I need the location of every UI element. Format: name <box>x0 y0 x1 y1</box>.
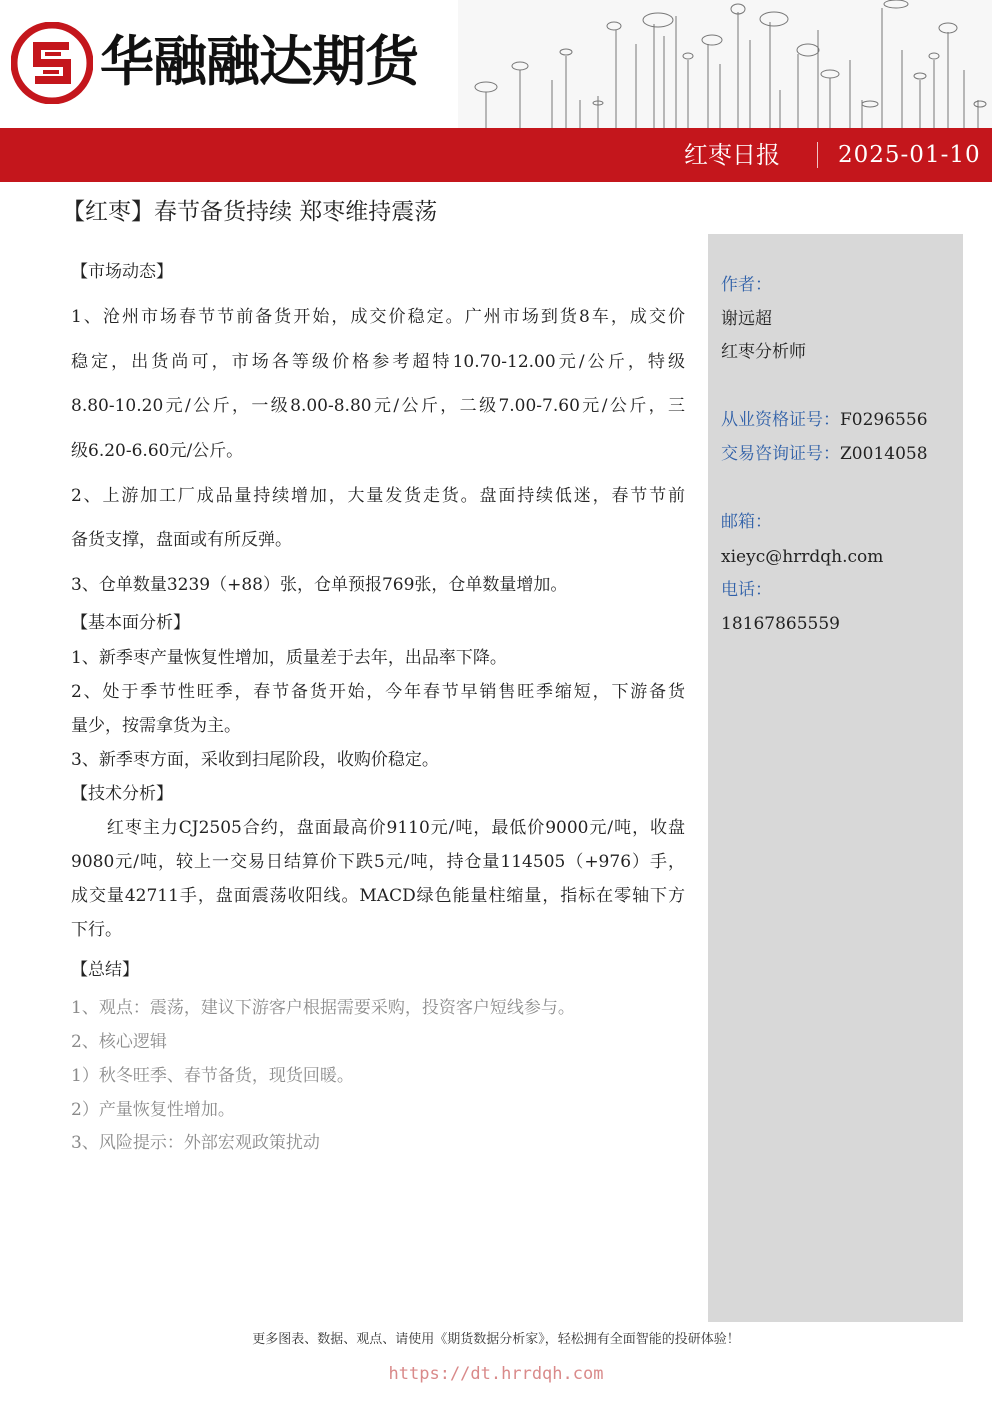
technical-line: 红枣主力CJ2505合约，盘面最高价9110元/吨，最低价9000元/吨，收盘 <box>71 818 685 838</box>
market-line: 稳定，出货尚可，市场各等级价格参考超特10.70-12.00元/公斤，特级 <box>71 352 685 372</box>
report-header <box>0 0 992 182</box>
footer-note: 更多图表、数据、观点、请使用《期货数据分析家》，轻松拥有全面智能的投研体验！ <box>252 1332 740 1347</box>
market-line: 2、上游加工厂成品量持续增加，大量发货走货。盘面持续低迷，春节节前 <box>71 486 685 506</box>
market-line: 1、沧州市场春节节前备货开始，成交价稳定。广州市场到货8车，成交价 <box>71 307 685 327</box>
fundamental-line: 3、新季枣方面，采收到扫尾阶段，收购价稳定。 <box>71 750 439 770</box>
email-value: xieyc@hrrdqh.com <box>721 547 884 567</box>
license-value: F0296556 <box>840 410 928 430</box>
section-title-fundamental: 【基本面分析】 <box>71 613 190 633</box>
market-line: 级6.20-6.60元/公斤。 <box>71 441 244 461</box>
section-title-market: 【市场动态】 <box>71 262 173 282</box>
footer-link[interactable]: https://dt.hrrdqh.com <box>388 1364 604 1384</box>
consult-value: Z0014058 <box>840 444 928 464</box>
report-name: 红枣日报 <box>684 141 780 169</box>
market-line: 备货支撑，盘面或有所反弹。 <box>71 530 292 550</box>
consult-row <box>721 442 928 466</box>
banner-divider <box>817 142 818 168</box>
license-label: 从业资格证号： <box>721 410 840 430</box>
market-line: 8.80-10.20元/公斤，一级8.00-8.80元/公斤，二级7.00-7.60元/公斤，三 <box>71 396 685 416</box>
email-label: 邮箱： <box>721 512 772 532</box>
fundamental-line: 量少，按需拿货为主。 <box>71 716 241 736</box>
report-headline: 【红枣】春节备货持续 郑枣维持震荡 <box>62 199 438 225</box>
market-line: 3、仓单数量3239（+88）张，仓单预报769张，仓单数量增加。 <box>71 575 568 595</box>
consult-label: 交易咨询证号： <box>721 444 840 464</box>
section-title-summary: 【总结】 <box>71 960 139 980</box>
technical-line: 成交量42711手，盘面震荡收阳线。MACD绿色能量柱缩量，指标在零轴下方 <box>71 886 685 906</box>
company-logo-icon <box>11 22 93 104</box>
summary-line: 1）秋冬旺季、春节备货，现货回暖。 <box>71 1066 354 1086</box>
phone-label: 电话： <box>721 580 772 600</box>
fundamental-line: 2、处于季节性旺季，春节备货开始，今年春节早销售旺季缩短，下游备货 <box>71 682 685 702</box>
section-title-technical: 【技术分析】 <box>71 784 173 804</box>
decorative-pattern <box>458 0 992 128</box>
author-name: 谢远超 <box>721 309 772 329</box>
summary-line: 1、观点：震荡，建议下游客户根据需要采购，投资客户短线参与。 <box>71 998 575 1018</box>
technical-line: 9080元/吨，较上一交易日结算价下跌5元/吨，持仓量114505（+976）手， <box>71 852 685 872</box>
fundamental-line: 1、新季枣产量恢复性增加，质量差于去年，出品率下降。 <box>71 648 507 668</box>
author-sidebar <box>708 234 963 1322</box>
technical-line: 下行。 <box>71 920 122 940</box>
report-date: 2025-01-10 <box>838 142 981 168</box>
author-title: 红枣分析师 <box>721 342 806 362</box>
summary-line: 2、核心逻辑 <box>71 1032 167 1052</box>
brand-name: 华融融达期货 <box>100 30 418 93</box>
license-row <box>721 408 928 432</box>
phone-value: 18167865559 <box>721 614 840 634</box>
summary-line: 2）产量恢复性增加。 <box>71 1100 235 1120</box>
title-banner <box>0 128 992 182</box>
author-label: 作者： <box>721 275 772 295</box>
summary-line: 3、风险提示：外部宏观政策扰动 <box>71 1133 320 1153</box>
